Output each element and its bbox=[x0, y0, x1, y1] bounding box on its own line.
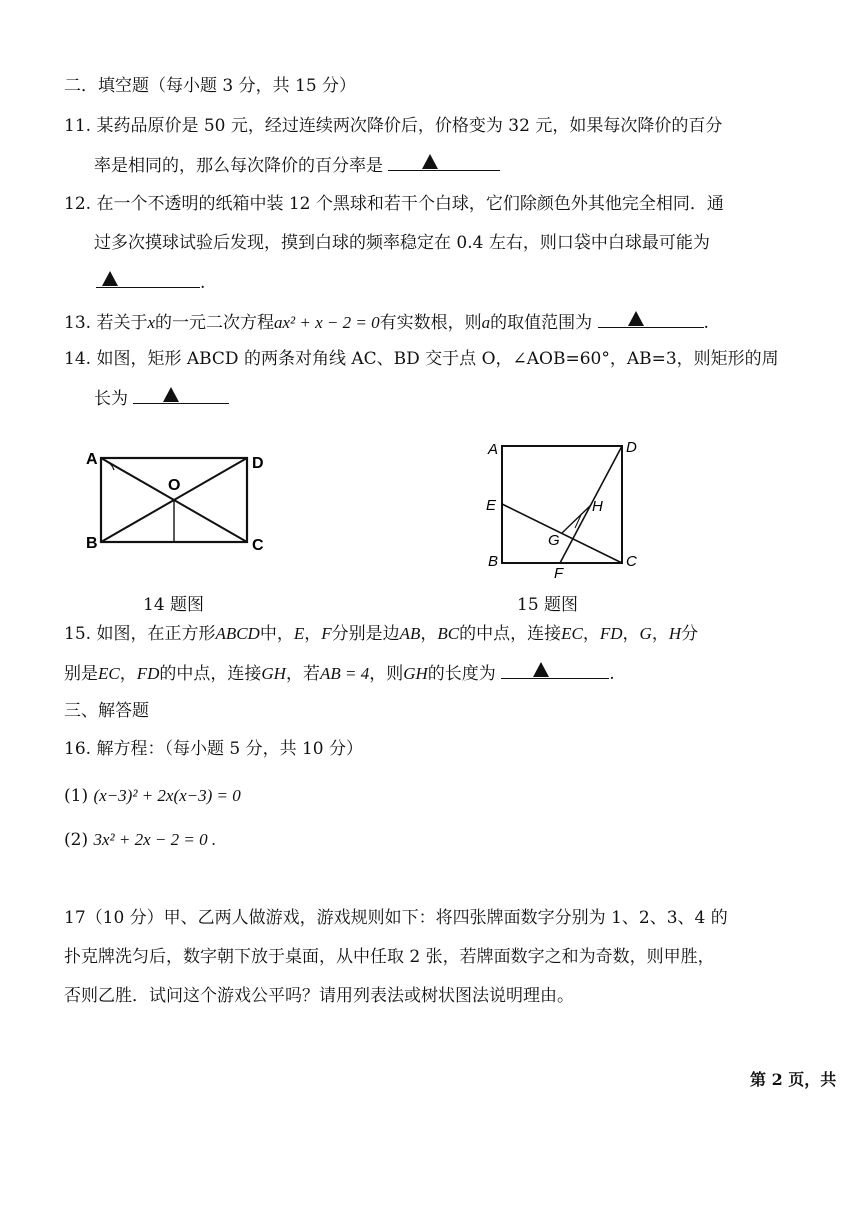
q15-ab-eq: AB = 4 bbox=[319, 664, 370, 683]
figure-15 bbox=[480, 432, 650, 582]
var-a: a bbox=[481, 313, 491, 332]
label-c: C bbox=[252, 537, 264, 554]
q15-bc: BC bbox=[437, 624, 460, 643]
q15-end: . bbox=[609, 664, 615, 684]
q11-line2 bbox=[94, 152, 500, 178]
q13-line bbox=[64, 309, 709, 335]
q15-abcd: ABCD bbox=[215, 624, 260, 643]
q15-text: ， bbox=[119, 664, 137, 684]
q15-text: 的长度为 bbox=[427, 664, 496, 684]
segment-ec bbox=[502, 504, 622, 563]
label-o: O bbox=[168, 477, 181, 494]
q15-gh: GH bbox=[403, 664, 428, 683]
figure-14 bbox=[80, 440, 280, 560]
q15-text: ， bbox=[582, 624, 600, 644]
q16-eq1-text: (x−3)² + 2x(x−3) = 0 bbox=[93, 786, 241, 805]
triangle-icon bbox=[163, 387, 179, 402]
figure-15-caption: 15 题图 bbox=[517, 595, 579, 615]
label-d: D bbox=[626, 439, 637, 456]
label-b: B bbox=[86, 535, 98, 552]
label-a: A bbox=[86, 451, 98, 468]
q12-end: . bbox=[200, 273, 206, 293]
q15-answer-blank[interactable] bbox=[501, 660, 609, 679]
label-f: F bbox=[554, 565, 564, 582]
q11-answer-blank[interactable] bbox=[388, 152, 500, 171]
q13-mid2: 有实数根，则 bbox=[379, 313, 482, 333]
label-e: E bbox=[486, 497, 497, 514]
q16-eq2 bbox=[64, 828, 216, 852]
section-2-title: 二．填空题（每小题 3 分，共 15 分） bbox=[64, 76, 357, 96]
q12-line3 bbox=[96, 269, 205, 295]
q15-text: 的中点，连接 bbox=[459, 624, 562, 644]
q15-text: ， bbox=[304, 624, 322, 644]
q15-gh: GH bbox=[261, 664, 286, 683]
q15-text: 分别是边 bbox=[331, 624, 400, 644]
q13-answer-blank[interactable] bbox=[598, 309, 704, 328]
q15-line1 bbox=[64, 622, 698, 646]
q14-line1: 14. 如图，矩形 ABCD 的两条对角线 AC、BD 交于点 O，∠AOB=60°，AB=3，则矩形的周 bbox=[64, 349, 779, 369]
triangle-icon bbox=[422, 154, 438, 169]
q12-answer-blank[interactable] bbox=[96, 269, 200, 288]
q16-eq1-label: (1) bbox=[64, 786, 89, 806]
section-3-title: 三、解答题 bbox=[64, 701, 149, 721]
q13-mid: 的一元二次方程 bbox=[155, 313, 274, 333]
label-c: C bbox=[626, 553, 637, 570]
segment-fd bbox=[560, 446, 622, 563]
q15-text: ， bbox=[622, 624, 640, 644]
triangle-icon bbox=[628, 311, 644, 326]
segment-gh bbox=[562, 505, 591, 533]
q14-text: 长为 bbox=[94, 389, 128, 409]
q15-fd: FD bbox=[136, 664, 160, 683]
q15-e: E bbox=[293, 624, 305, 643]
q13-suffix: 的取值范围为 bbox=[490, 313, 593, 333]
q15-text: 中， bbox=[259, 624, 294, 644]
q13-end: . bbox=[703, 313, 709, 333]
q13-equation: ax² + x − 2 = 0 bbox=[274, 313, 380, 332]
q15-text: ， bbox=[420, 624, 438, 644]
q15-text: ，若 bbox=[285, 664, 320, 684]
q16-title: 16. 解方程：（每小题 5 分，共 10 分） bbox=[64, 739, 364, 759]
q15-text: ， bbox=[651, 624, 669, 644]
q15-fd: FD bbox=[599, 624, 623, 643]
q16-eq2-label: (2) bbox=[64, 830, 89, 850]
label-d: D bbox=[252, 455, 264, 472]
q17-line1: 17（10 分）甲、乙两人做游戏，游戏规则如下：将四张牌面数字分别为 1、2、3、4 的 bbox=[64, 908, 728, 928]
q15-ec: EC bbox=[98, 664, 120, 683]
q15-text: 分 bbox=[681, 624, 699, 644]
q13-prefix: 13. 若关于 bbox=[64, 313, 148, 333]
q15-ec: EC bbox=[561, 624, 583, 643]
q12-line2: 过多次摸球试验后发现，摸到白球的频率稳定在 0.4 左右，则口袋中白球最可能为 bbox=[94, 233, 710, 253]
q14-line2 bbox=[94, 385, 229, 411]
q11-line1: 11. 某药品原价是 50 元，经过连续两次降价后，价格变为 32 元，如果每次降价的百分 bbox=[64, 116, 723, 136]
q14-answer-blank[interactable] bbox=[133, 385, 229, 404]
page-number: 第 2 页，共 bbox=[750, 1070, 837, 1089]
q15-text: 的中点，连接 bbox=[159, 664, 262, 684]
q15-line2 bbox=[64, 660, 615, 686]
label-g: G bbox=[548, 532, 560, 549]
q15-g: G bbox=[639, 624, 652, 643]
triangle-icon bbox=[102, 271, 118, 286]
q15-text: 15. 如图，在正方形 bbox=[64, 624, 216, 644]
q15-text: ，则 bbox=[369, 664, 404, 684]
q15-ab: AB bbox=[399, 624, 421, 643]
q17-line2: 扑克牌洗匀后，数字朝下放于桌面，从中任取 2 张，若牌面数字之和为奇数，则甲胜， bbox=[64, 947, 715, 967]
q15-f: F bbox=[321, 624, 332, 643]
q17-line3: 否则乙胜．试问这个游戏公平吗？请用列表法或树状图法说明理由。 bbox=[64, 986, 574, 1006]
q15-text: 别是 bbox=[64, 664, 98, 684]
q15-h: H bbox=[668, 624, 682, 643]
var-x: x bbox=[147, 313, 155, 332]
label-b: B bbox=[488, 553, 499, 570]
figure-14-caption: 14 题图 bbox=[143, 595, 205, 615]
q11-text: 率是相同的，那么每次降价的百分率是 bbox=[94, 156, 383, 176]
label-a: A bbox=[488, 441, 499, 458]
square-abcd bbox=[502, 446, 622, 563]
label-h: H bbox=[592, 498, 603, 515]
triangle-icon bbox=[533, 662, 549, 677]
q16-eq1 bbox=[64, 784, 241, 808]
q12-line1: 12. 在一个不透明的纸箱中装 12 个黑球和若干个白球，它们除颜色外其他完全相同．通 bbox=[64, 194, 724, 214]
q16-eq2-text: 3x² + 2x − 2 = 0 . bbox=[93, 830, 217, 849]
